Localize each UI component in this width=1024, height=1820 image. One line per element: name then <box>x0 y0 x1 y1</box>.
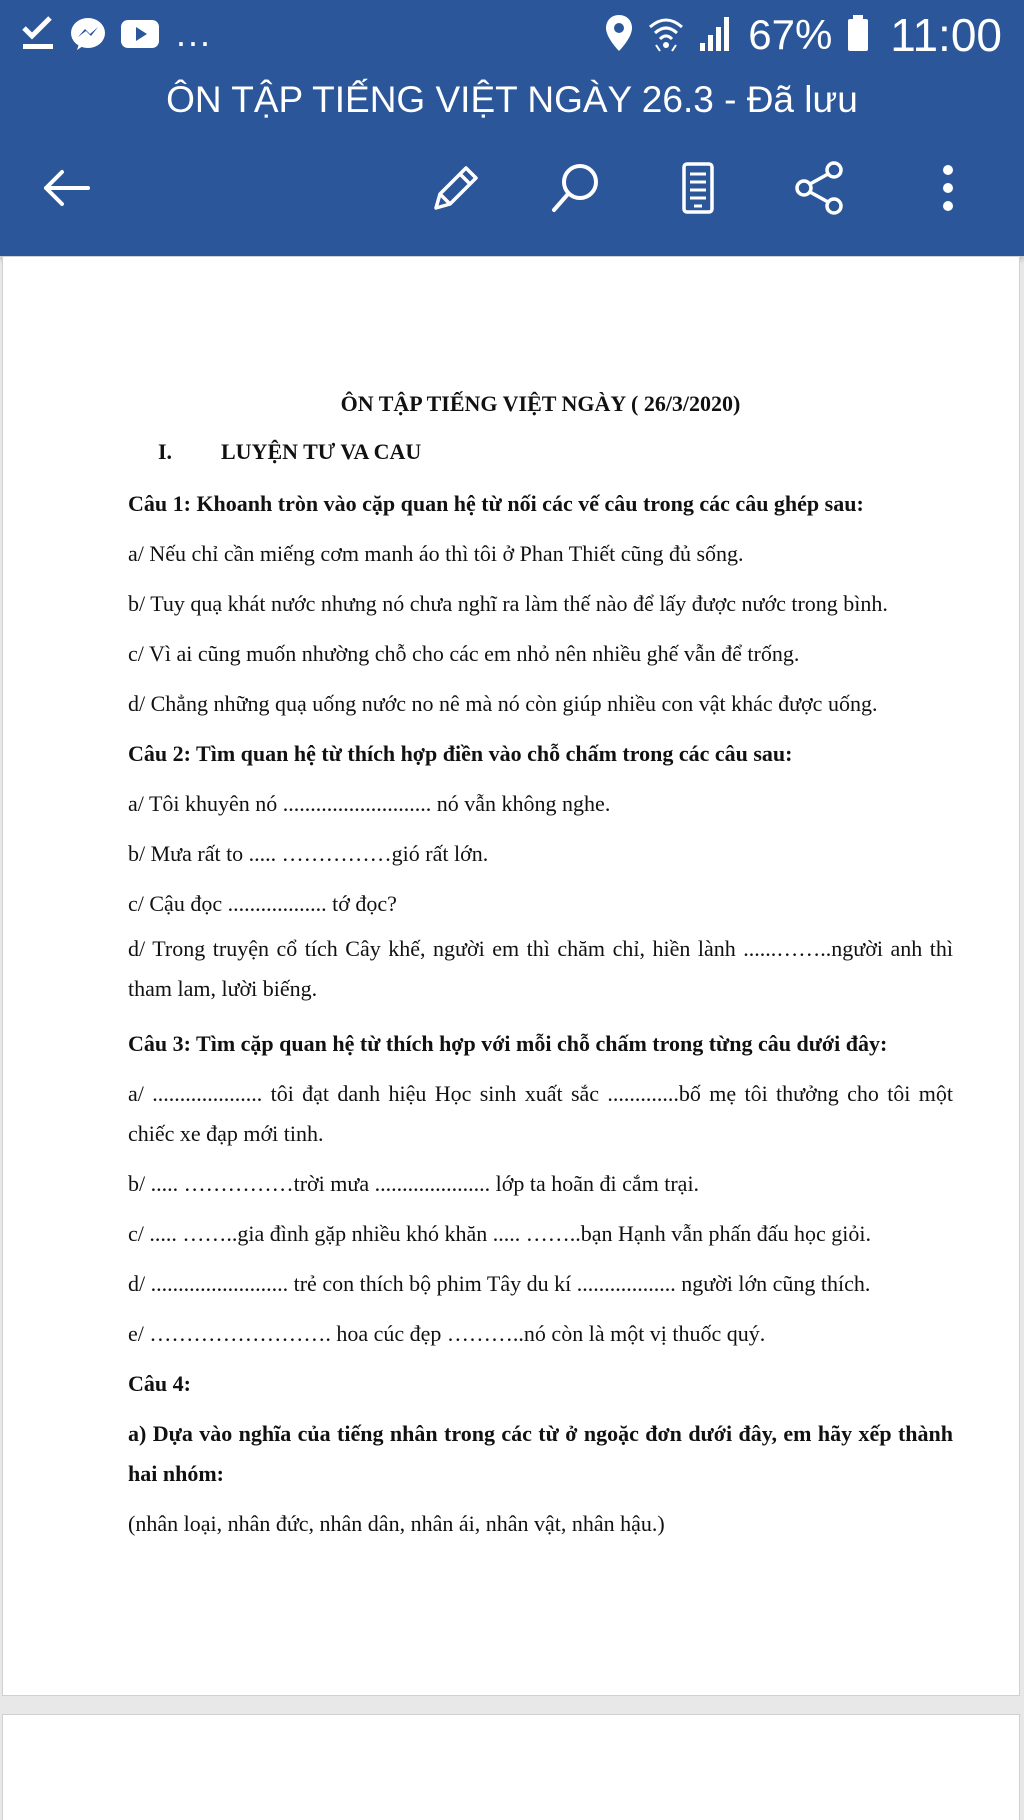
document-page-2[interactable] <box>2 1714 1020 1820</box>
section-title: LUYỆN TƯ VA CAU <box>221 439 422 464</box>
question-3-item-a: a/ .................... tôi đạt danh hiệu Học sinh xuất sắc .............bố mẹ tôi thưởng cho tôi một chiếc xe đạp mới tinh. <box>128 1081 953 1146</box>
battery-percentage: 67% <box>748 11 833 58</box>
location-icon <box>604 13 634 58</box>
back-button[interactable] <box>18 140 114 236</box>
question-3-title: Câu 3: Tìm cặp quan hệ từ thích hợp với mỗi chỗ chấm trong từng câu dưới đây: <box>128 1031 888 1056</box>
clock: 11:00 <box>890 9 1002 61</box>
question-2-item-a: a/ Tôi khuyên nó ........................... nó vẫn không nghe. <box>128 791 611 816</box>
question-4-title: Câu 4: <box>128 1371 191 1396</box>
status-bar <box>0 0 1024 72</box>
question-1-item-d: d/ Chẳng những quạ uống nước no nê mà nó còn giúp nhiều con vật khác được uống. <box>128 691 878 716</box>
wifi-icon <box>648 13 684 58</box>
question-2-item-c: c/ Cậu đọc .................. tớ đọc? <box>128 891 397 916</box>
download-done-icon <box>20 14 56 54</box>
search-icon <box>548 160 604 216</box>
messenger-icon <box>68 14 108 54</box>
document-heading: ÔN TẬP TIẾNG VIỆT NGÀY ( 26/3/2020) <box>340 391 741 416</box>
question-3-item-d: d/ ......................... trẻ con thích bộ phim Tây du kí .................. người lớn cũng thích. <box>128 1271 871 1296</box>
back-arrow-icon <box>38 160 94 216</box>
status-bar-left <box>20 14 212 54</box>
question-2-item-b: b/ Mưa rất to ..... ……………gió rất lớn. <box>128 841 489 866</box>
question-3-item-c: c/ ..... ……..gia đình gặp nhiều khó khăn ..... ……..bạn Hạnh vẫn phấn đấu học giỏi. <box>128 1221 871 1246</box>
question-1-item-a: a/ Nếu chỉ cần miếng cơm manh áo thì tôi ở Phan Thiết cũng đủ sống. <box>128 541 744 566</box>
section-number: I. <box>158 439 173 464</box>
document-title: ÔN TẬP TIẾNG VIỆT NGÀY 26.3 - Đã lưu <box>166 79 858 120</box>
question-4-word-list: (nhân loại, nhân đức, nhân dân, nhân ái, nhân vật, nhân hậu.) <box>128 1511 665 1536</box>
app-header <box>0 0 1024 256</box>
more-vertical-icon <box>920 160 976 216</box>
mobile-view-icon <box>670 160 726 216</box>
battery-icon <box>846 13 870 58</box>
more-options-button[interactable] <box>900 140 996 236</box>
document-page[interactable] <box>2 256 1020 1696</box>
share-icon <box>792 160 848 216</box>
question-1-item-c: c/ Vì ai cũng muốn nhường chỗ cho các em nhỏ nên nhiều ghế vẫn để trống. <box>128 641 800 666</box>
share-button[interactable] <box>772 140 868 236</box>
youtube-icon <box>120 18 160 50</box>
edit-button[interactable] <box>406 140 502 236</box>
status-more-indicator: ... <box>176 13 213 54</box>
toolbar <box>0 140 1024 236</box>
search-button[interactable] <box>528 140 624 236</box>
status-bar-right <box>604 10 1002 60</box>
question-1-title: Câu 1: Khoanh tròn vào cặp quan hệ từ nối các vế câu trong các câu ghép sau: <box>128 491 864 516</box>
mobile-view-button[interactable] <box>650 140 746 236</box>
question-2-item-d: d/ Trong truyện cổ tích Cây khế, người em thì chăm chỉ, hiền lành ......……..người anh thì tham lam, lười biếng. <box>128 936 953 1001</box>
signal-icon <box>698 13 734 58</box>
question-3-item-b: b/ ..... ……………trời mưa ..................... lớp ta hoãn đi cắm trại. <box>128 1171 700 1196</box>
question-2-title: Câu 2: Tìm quan hệ từ thích hợp điền vào chỗ chấm trong các câu sau: <box>128 741 793 766</box>
question-4-item-a: a) Dựa vào nghĩa của tiếng nhân trong các từ ở ngoặc đơn dưới đây, em hãy xếp thành hai nhóm: <box>128 1421 953 1486</box>
question-3-item-e: e/ ……………………. hoa cúc đẹp ………..nó còn là một vị thuốc quý. <box>128 1321 766 1346</box>
edit-pencil-icon <box>426 160 482 216</box>
question-1-item-b: b/ Tuy quạ khát nước nhưng nó chưa nghĩ ra làm thế nào để lấy được nước trong bình. <box>128 591 888 616</box>
